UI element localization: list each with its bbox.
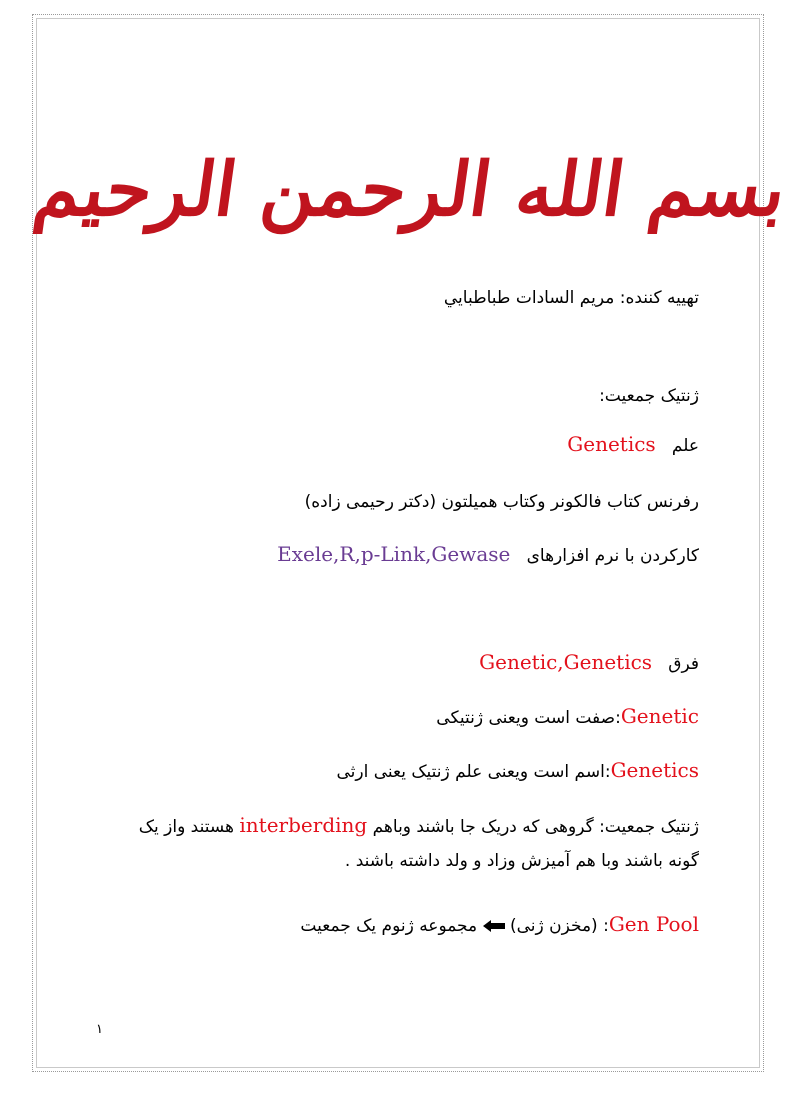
difference-terms: Genetic,Genetics: [479, 650, 653, 674]
genetics-term-2: Genetics: [610, 758, 699, 782]
population-definition: ژنتیک جمعیت: گروهی که دریک جا باشند وباهم interberding هستند واز یک گونه باشند وبا هم آمیزش وزاد و ولد داشته باشند .: [138, 813, 699, 871]
arrow-left-icon: [483, 920, 505, 932]
page-number: ۱: [96, 1022, 103, 1037]
references-line: رفرنس کتاب فالکونر وکتاب همیلتون (دکتر رحیمی زاده): [304, 492, 699, 512]
science-line: علم Genetics: [567, 432, 699, 456]
author-line: تهییه کننده: مریم السادات طباطبایي: [443, 288, 699, 308]
genetics-term: Genetics: [567, 432, 656, 456]
title-text: بسم الله الرحمن الرحیم: [28, 147, 792, 233]
genpool-term: Gen Pool: [608, 912, 699, 936]
population-genetics-heading: ژنتیک جمعیت:: [599, 386, 699, 406]
genetic-term: Genetic: [620, 704, 699, 728]
genetic-definition: Genetic:صفت است ویعنی ژنتیکی: [436, 704, 699, 728]
software-list: Exele,R,p-Link,Gewase: [277, 542, 511, 566]
genetics-definition: Genetics:اسم است ویعنی علم ژنتیک یعنی ارثی: [336, 758, 699, 782]
genpool-line: Gen Pool: (مخزن ژنی) مجموعه ژنوم یک جمعیت: [300, 912, 699, 936]
interbreeding-term: interberding: [239, 813, 368, 837]
difference-line: فرق Genetic,Genetics: [479, 650, 699, 674]
software-line: کارکردن با نرم افزارهای Exele,R,p-Link,Gewase: [277, 542, 699, 566]
bismillah-title: [28, 120, 792, 260]
